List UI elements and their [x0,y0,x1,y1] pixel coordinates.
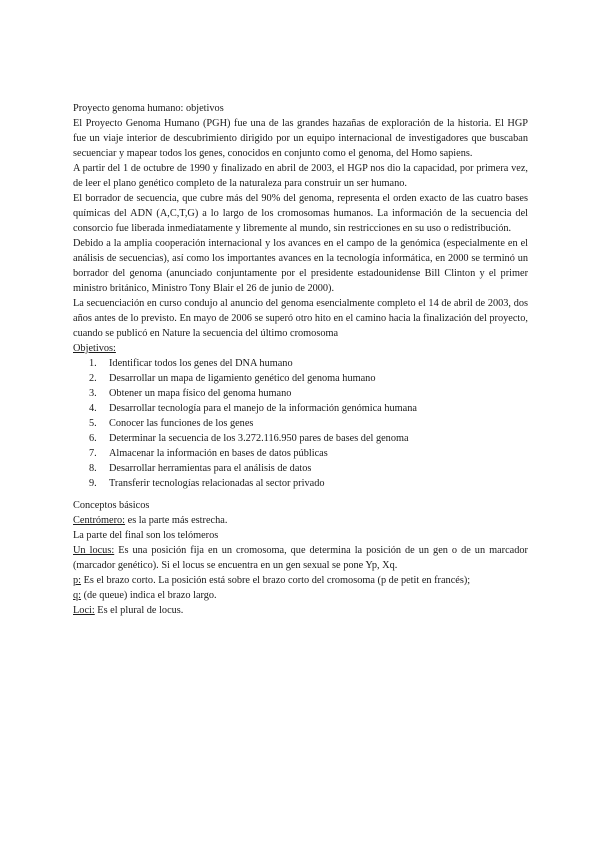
list-item [73,401,528,416]
document-title: Proyecto genoma humano: objetivos [73,103,224,114]
p-term: p: [73,575,82,586]
concept-p-arm [73,573,528,588]
locus-definition: Es una posición fija en un cromosoma, que determina la posición de un gen o de un marcador (marcador genético). Si el locus se encuentra en un gen sexual se pone Yp, Xq. [73,545,528,571]
section-spacer [73,491,528,498]
q-definition: (de queue) indica el brazo largo. [81,590,217,601]
loci-term: Loci: [73,605,95,616]
list-item-number: 1. [89,358,97,369]
list-item [73,416,528,431]
list-item-text: Almacenar la información en bases de datos públicas [109,448,328,459]
concept-centromere [73,513,528,528]
list-item-number: 8. [89,463,97,474]
list-item [73,461,528,476]
concepts-heading: Conceptos básicos [73,500,150,511]
list-item-number: 9. [89,478,97,489]
list-item [73,356,528,371]
list-item-number: 2. [89,373,97,384]
concept-locus [73,543,528,573]
paragraph-completion: La secuenciación en curso condujo al anuncio del genoma esencialmente completo el 14 de abril de 2003, dos años antes de lo previsto. En mayo de 2006 se superó otro hito en el camino hacia la finalización del proyecto, cuando se publicó en Nature la secuencia del último cromosoma [73,298,528,339]
concept-telomeres: La parte del final son los telómeros [73,530,219,541]
objectives-list [73,356,528,491]
list-item-text: Desarrollar herramientas para el análisis de datos [109,463,312,474]
list-item-text: Desarrollar tecnología para el manejo de la información genómica humana [109,403,417,414]
list-item-text: Identificar todos los genes del DNA humano [109,358,293,369]
paragraph-draft-sequence: El borrador de secuencia, que cubre más del 90% del genoma, representa el orden exacto de las cuatro bases químicas del ADN (A,C,T,G) a lo largo de los cromosomas humanos. La información de la secuencia del consorcio fue liberada inmediatamente y libremente al mundo, sin restricciones en su uso o redistribución. [73,193,528,234]
concept-loci [73,603,528,618]
list-item-text: Conocer las funciones de los genes [109,418,254,429]
centromere-term: Centrómero: [73,515,126,526]
paragraph-cooperation: Debido a la amplia cooperación internacional y los avances en el campo de la genómica (especialmente en el análisis de secuencias), así como los importantes avances en la tecnología informática, en 2000 se terminó un borrador del genoma (anunciado conjuntamente por el presidente estadounidense Bill Clinton y el primer ministro británico, Ministro Tony Blair el 26 de junio de 2000). [73,238,528,294]
list-item-number: 4. [89,403,97,414]
list-item-text: Obtener un mapa físico del genoma humano [109,388,292,399]
objectives-heading: Objetivos: [73,343,116,354]
list-item-number: 6. [89,433,97,444]
list-item [73,476,528,491]
locus-term: Un locus: [73,545,115,556]
q-term: q: [73,590,82,601]
list-item-text: Desarrollar un mapa de ligamiento genético del genoma humano [109,373,376,384]
list-item-number: 3. [89,388,97,399]
p-definition: Es el brazo corto. La posición está sobre el brazo corto del cromosoma (p de petit en francés); [81,575,471,586]
list-item [73,371,528,386]
list-item-text: Determinar la secuencia de los 3.272.116.950 pares de bases del genoma [109,433,409,444]
list-item-text: Transferir tecnologías relacionadas al sector privado [109,478,325,489]
paragraph-intro: El Proyecto Genoma Humano (PGH) fue una de las grandes hazañas de exploración de la historia. El HGP fue un viaje interior de descubrimiento dirigido por un equipo internacional de investigadores que buscaban secuenciar y mapear todos los genes, conocidos en conjunto como el genoma, del Homo sapiens. [73,118,528,159]
list-item [73,386,528,401]
list-item-number: 7. [89,448,97,459]
loci-definition: Es el plural de locus. [94,605,184,616]
document-page [73,101,528,618]
concept-q-arm [73,588,528,603]
list-item-number: 5. [89,418,97,429]
list-item [73,431,528,446]
list-item [73,446,528,461]
centromere-definition: es la parte más estrecha. [125,515,228,526]
paragraph-timeline: A partir del 1 de octubre de 1990 y finalizado en abril de 2003, el HGP nos dio la capacidad, por primera vez, de leer el plano genético completo de la naturaleza para construir un ser humano. [73,163,528,189]
